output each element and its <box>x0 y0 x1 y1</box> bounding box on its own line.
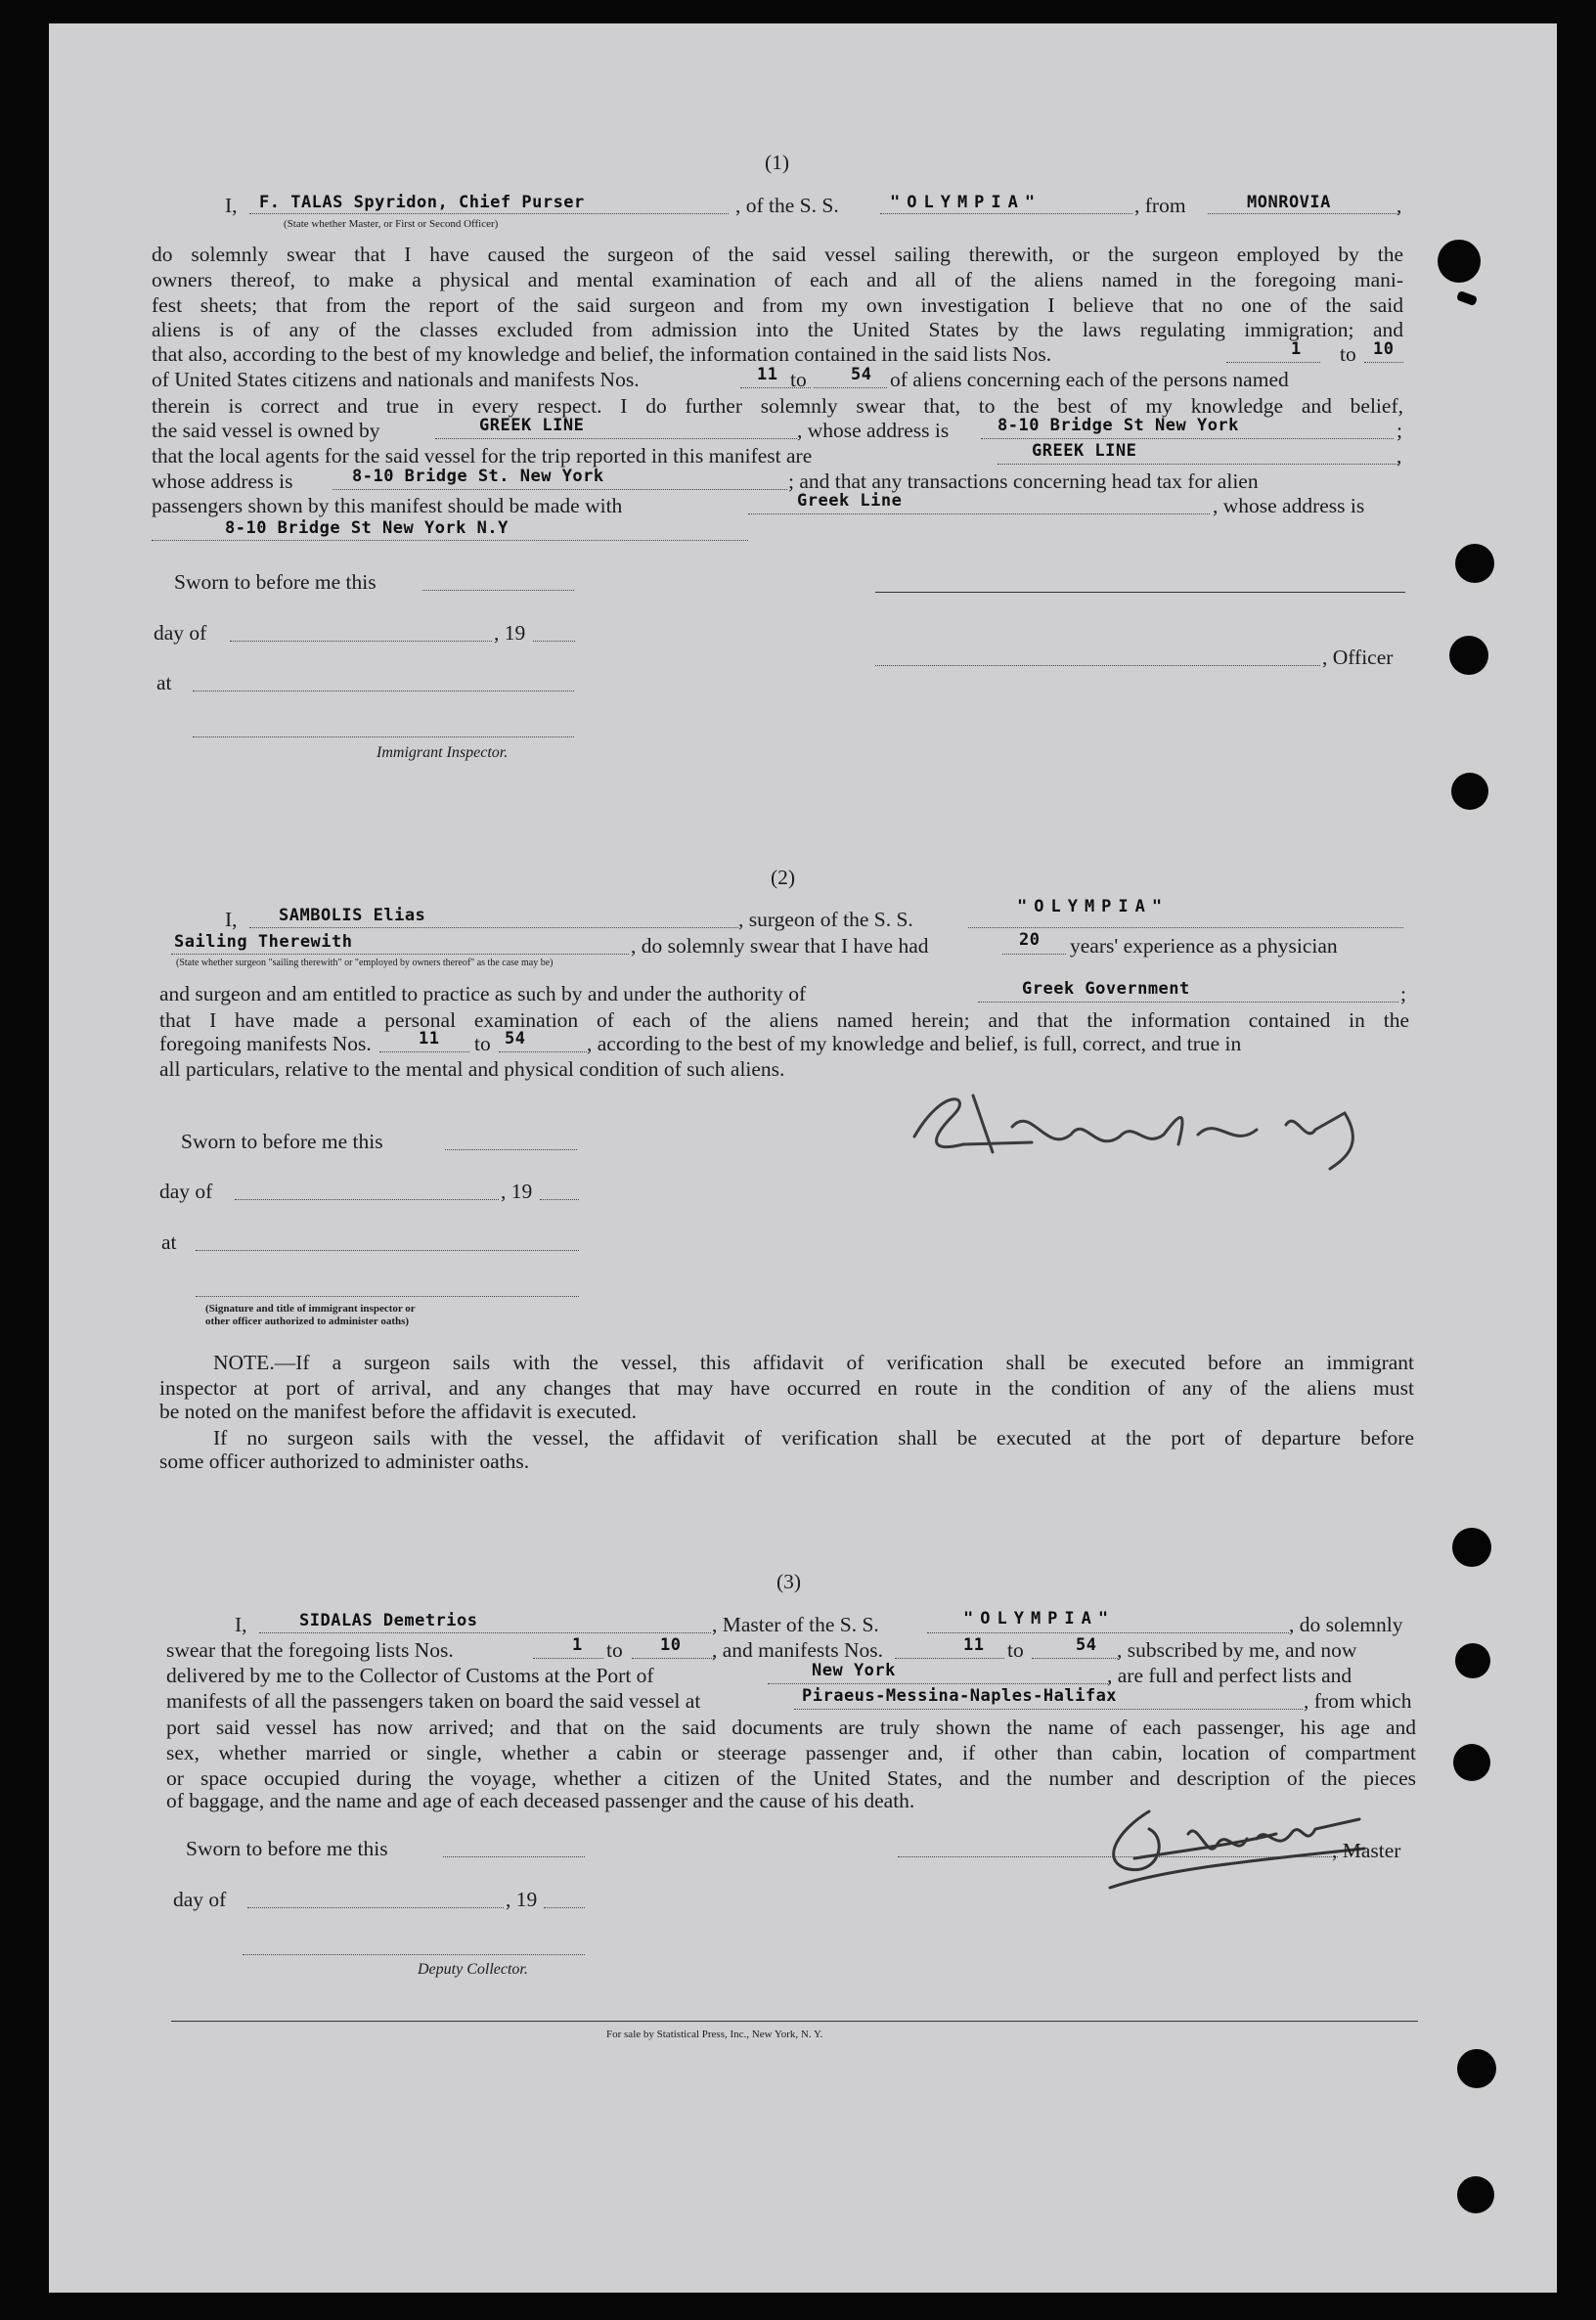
oath-line: of United States citizens and nationals and manifests Nos. <box>152 368 640 391</box>
label-of-ss: , of the S. S. <box>735 194 839 217</box>
day-of-label: day of <box>154 621 207 645</box>
sworn-label: Sworn to before me this <box>181 1130 383 1153</box>
label-i: I, <box>225 908 238 931</box>
punch-hole <box>1449 636 1488 675</box>
surgeon-status-field: Sailing Therewith <box>174 932 353 952</box>
printer-imprint: For sale by Statistical Press, Inc., New York, N. Y. <box>606 2029 823 2040</box>
agents-address-field: 8-10 Bridge St. New York <box>352 467 604 486</box>
oath-line: aliens is of any of the classes excluded from admission into the United States by the laws regulating immigration; and <box>152 318 1403 342</box>
oath-line: delivered by me to the Collector of Customs at the Port of <box>166 1664 654 1687</box>
oath-line: and surgeon and am entitled to practice as such by and under the authority of <box>159 982 807 1005</box>
sworn-label: Sworn to before me this <box>186 1837 388 1860</box>
oath-line: , Master of the S. S. <box>712 1613 879 1636</box>
head-tax-agent-field: Greek Line <box>797 491 903 511</box>
label-to: to <box>790 368 807 391</box>
manifests-from-field: 11 <box>757 365 778 384</box>
label-to: to <box>1340 342 1356 366</box>
signature-note: other officer authorized to administer oaths) <box>205 1316 410 1327</box>
manifests-from-field: 11 <box>419 1029 440 1048</box>
oath-line: , and manifests Nos. <box>712 1638 883 1662</box>
note-line: some officer authorized to administer oaths. <box>159 1450 530 1473</box>
punch-hole <box>1457 2176 1494 2213</box>
deputy-collector-label: Deputy Collector. <box>418 1961 528 1978</box>
section-number: (1) <box>765 151 790 174</box>
manifests-to-field: 54 <box>851 365 872 384</box>
oath-line: that the local agents for the said vessel for the trip reported in this manifest are <box>152 444 813 468</box>
oath-line: , whose address is <box>797 419 950 442</box>
oath-line: that also, according to the best of my knowledge and belief, the information contained in the said lists Nos. <box>152 342 1052 366</box>
note-line: NOTE.—If a surgeon sails with the vessel, this affidavit of verification shall be executed before an immigrant <box>213 1351 1414 1374</box>
label-to: to <box>474 1032 491 1055</box>
oath-line: the said vessel is owned by <box>152 419 380 442</box>
label-to: to <box>1007 1638 1024 1662</box>
master-name-field: SIDALAS Demetrios <box>299 1611 478 1630</box>
oath-line: sex, whether married or single, whether a cabin or steerage passenger and, if other than cabin, location of compartment <box>166 1740 1416 1764</box>
oath-line: , are full and perfect lists and <box>1107 1664 1352 1687</box>
punch-hole <box>1451 773 1488 810</box>
punch-hole <box>1455 1643 1490 1678</box>
punch-hole <box>1452 1528 1491 1567</box>
lists-to-field: 10 <box>1373 339 1395 359</box>
oath-line: , do solemnly <box>1289 1613 1403 1636</box>
ship-name-field: "OLYMPIA" <box>890 193 1042 212</box>
ship-name-field: "OLYMPIA" <box>1017 897 1170 916</box>
sworn-label: Sworn to before me this <box>174 570 377 594</box>
oath-line: , do solemnly swear that I have had <box>631 934 929 958</box>
oath-line: ; and that any transactions concerning head tax for alien <box>788 469 1259 493</box>
oath-line: passengers shown by this manifest should be made with <box>152 494 623 517</box>
punctuation: ; <box>1400 982 1406 1005</box>
local-agents-field: GREEK LINE <box>1032 441 1137 461</box>
year-label: , 19 <box>501 1180 533 1203</box>
manifests-to-field: 54 <box>505 1029 526 1048</box>
note-paragraph <box>159 1351 1414 1402</box>
oath-line: foregoing manifests Nos. <box>159 1032 372 1055</box>
manifests-to-field: 54 <box>1076 1635 1097 1655</box>
at-label: at <box>156 671 172 694</box>
arrival-port-field: New York <box>812 1661 896 1680</box>
oath-line: all particulars, relative to the mental and physical condition of such aliens. <box>159 1057 785 1081</box>
surgeon-name-field: SAMBOLIS Elias <box>279 906 426 925</box>
oath-line: , whose address is <box>1213 494 1365 517</box>
day-of-label: day of <box>159 1180 213 1203</box>
punctuation: ; <box>1396 419 1402 442</box>
section-number: (2) <box>771 866 796 889</box>
oath-line: years' experience as a physician <box>1070 934 1338 958</box>
practice-authority-field: Greek Government <box>1022 979 1190 999</box>
oath-line: whose address is <box>152 469 293 493</box>
oath-paragraph <box>152 243 1403 343</box>
oath-line: , according to the best of my knowledge and belief, is full, correct, and true in <box>587 1032 1242 1055</box>
oath-line: owners thereof, to make a physical and mental examination of each and all of the aliens named in the foregoing mani- <box>152 267 1403 291</box>
note-line: inspector at port of arrival, and any changes that may have occurred en route in the condition of any of the aliens must <box>159 1375 1414 1400</box>
note-line: be noted on the manifest before the affidavit is executed. <box>159 1400 637 1423</box>
oath-line: swear that the foregoing lists Nos. <box>166 1638 454 1662</box>
at-label: at <box>161 1230 177 1254</box>
oath-line: fest sheets; that from the report of the said surgeon and from my own investigation I believe that no one of the said <box>152 292 1403 317</box>
officer-name-field: F. TALAS Spyridon, Chief Purser <box>259 193 585 212</box>
punctuation: , <box>1396 194 1402 217</box>
year-label: , 19 <box>494 621 526 645</box>
lists-from-field: 1 <box>1291 339 1302 359</box>
head-tax-address-field: 8-10 Bridge St New York N.Y <box>225 518 509 538</box>
punch-hole <box>1453 1744 1490 1781</box>
lists-to-field: 10 <box>660 1635 682 1655</box>
officer-signature-line <box>875 592 1405 593</box>
label-to: to <box>606 1638 623 1662</box>
oath-line: therein is correct and true in every respect. I do further solemnly swear that, to the best of my knowledge and belief, <box>152 394 1403 418</box>
vessel-owner-field: GREEK LINE <box>479 416 585 435</box>
punch-hole <box>1457 2049 1496 2088</box>
field-note: (State whether Master, or First or Second Officer) <box>284 218 499 230</box>
oath-line: or space occupied during the voyage, whether a citizen of the United States, and the number and description of the pieces <box>166 1765 1416 1790</box>
label-i: I, <box>225 194 238 217</box>
oath-line: , from which <box>1304 1689 1412 1713</box>
punch-hole <box>1455 544 1494 583</box>
punctuation: , <box>1396 444 1402 468</box>
note-paragraph <box>159 1426 1414 1451</box>
surgeon-signature <box>885 1076 1413 1174</box>
manifests-from-field: 11 <box>963 1635 985 1655</box>
day-of-label: day of <box>173 1888 227 1911</box>
signature-note: (Signature and title of immigrant inspector or <box>205 1303 416 1315</box>
oath-line: do solemnly swear that I have caused the surgeon of the said vessel sailing therewith, or the surgeon employed by the <box>152 243 1403 266</box>
embarkation-ports-field: Piraeus-Messina-Naples-Halifax <box>802 1686 1118 1706</box>
punch-hole <box>1438 240 1481 283</box>
year-label: , 19 <box>506 1888 538 1911</box>
label-i: I, <box>235 1613 247 1636</box>
oath-line: port said vessel has now arrived; and that on the said documents are truly shown the name of each passenger, his age and <box>166 1716 1416 1739</box>
oath-line: of aliens concerning each of the persons named <box>890 368 1289 391</box>
ship-name-field: "OLYMPIA" <box>963 1609 1116 1628</box>
oath-paragraph <box>159 1008 1409 1034</box>
lists-from-field: 1 <box>572 1635 583 1655</box>
oath-paragraph <box>166 1716 1416 1791</box>
section-number: (3) <box>776 1570 802 1593</box>
departure-port-field: MONROVIA <box>1247 193 1331 212</box>
field-note: (State whether surgeon "sailing therewith" or "employed by owners thereof" as the case may be) <box>176 958 554 968</box>
oath-line: , surgeon of the S. S. <box>738 908 913 931</box>
years-experience-field: 20 <box>1019 930 1041 950</box>
immigrant-inspector-label: Immigrant Inspector. <box>377 744 509 761</box>
master-label: , Master <box>1332 1839 1401 1862</box>
oath-line: that I have made a personal examination of each of the aliens named herein; and that the information contained in the <box>159 1008 1409 1032</box>
oath-line: , subscribed by me, and now <box>1117 1638 1357 1662</box>
label-from: , from <box>1134 194 1186 217</box>
owner-address-field: 8-10 Bridge St New York <box>998 416 1239 435</box>
note-line: If no surgeon sails with the vessel, the affidavit of verification shall be executed at the port of departure before <box>213 1426 1414 1450</box>
oath-line: manifests of all the passengers taken on board the said vessel at <box>166 1689 701 1713</box>
footer-rule <box>171 2021 1418 2022</box>
oath-line: of baggage, and the name and age of each deceased passenger and the cause of his death. <box>166 1789 915 1812</box>
officer-label: , Officer <box>1322 646 1394 669</box>
